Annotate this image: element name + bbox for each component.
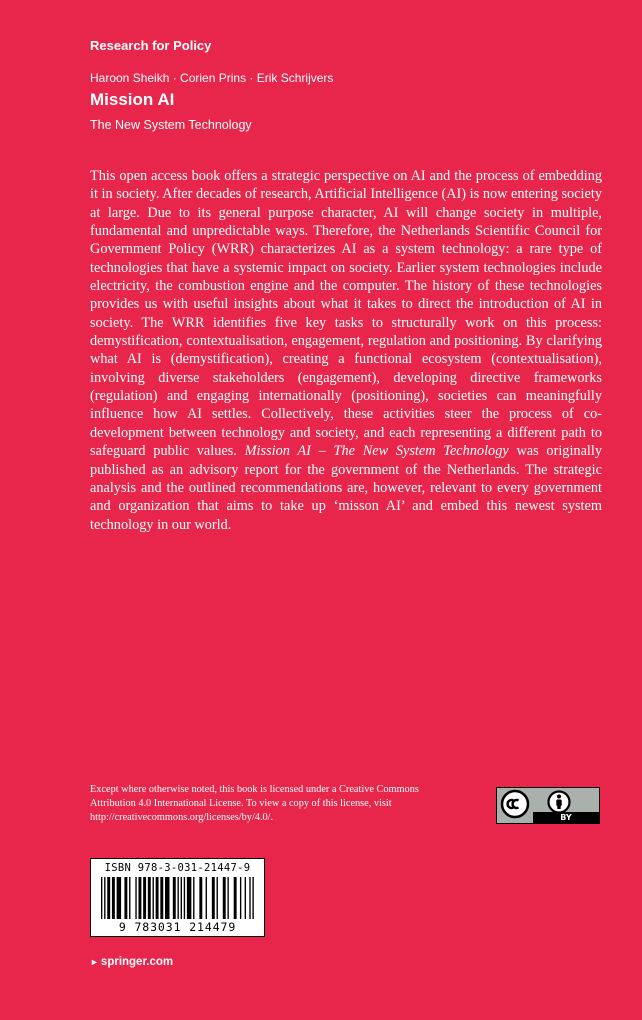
barcode-bar (156, 877, 159, 919)
by-label: BY (533, 812, 599, 823)
description-italic-title: Mission AI – The New System Technology (244, 443, 509, 460)
barcode-bar (212, 877, 215, 919)
barcode-bar (227, 877, 228, 919)
barcode-bar (249, 877, 250, 919)
barcode-bar (101, 877, 102, 919)
barcode-bar (252, 877, 253, 919)
barcode-bar (165, 877, 169, 919)
barcode-bar (181, 877, 182, 919)
barcode-bars (101, 877, 254, 919)
description-part-1: This open access book offers a strategic perspective on AI and the process of embedding it in society. After decades of research, Artificial Intelligence (AI) is now entering society at large. Due to its general purpose character, AI will change society in multiple, fundamental and unpredictable ways. Therefore, the Netherlands Scientific Council for Government Policy (WRR) characterizes AI as a system technology: a rare type of technologies that have a systemic impact on society. Earlier system technologies include electricity, the combustion engine and the computer. The history of these technologies provides us with useful insights about what it takes to direct the introduction of AI in society. The WRR identifies five key tasks to structurally work on this process: demystification, contextualisation, engagement, regulation and positioning. By clarifying what AI is (demystification), creating a functional ecosystem (contextualisation), involving diverse stakeholders (engagement), developing directive frameworks (regulation) and engaging internationally (positioning), societies can meaningfully influence how AI settles. Collectively, these activities steer the process of co-development between technology and society, and each representing a different path to safeguard public values. (90, 168, 602, 460)
barcode-bar (193, 877, 194, 919)
book-description (90, 167, 602, 534)
barcode-bar (160, 877, 163, 919)
series-name: Research for Policy (90, 38, 212, 53)
barcode-bar (112, 877, 115, 919)
isbn-label: ISBN 978-3-031-21447-9 (104, 862, 251, 874)
barcode-bar (117, 877, 121, 919)
arrow-right-icon: ► (90, 957, 99, 967)
barcode-bar (135, 877, 136, 919)
book-title: Mission AI (90, 90, 175, 109)
barcode-bar (199, 877, 202, 919)
barcode-bar (148, 877, 151, 919)
barcode-bar (143, 877, 146, 919)
barcode-bar (124, 877, 127, 919)
ean-digits: 9 783031 214479 (118, 920, 237, 934)
barcode-bar (245, 877, 246, 919)
barcode-bar (173, 877, 176, 919)
barcode-bar (178, 877, 179, 919)
cc-by-badge[interactable] (496, 787, 600, 824)
book-subtitle: The New System Technology (90, 118, 252, 132)
barcode-bar (107, 877, 110, 919)
attribution-person-icon (549, 792, 570, 813)
publisher-link[interactable] (90, 956, 173, 968)
author-list: Haroon Sheikh · Corien Prins · Erik Schrijvers (90, 71, 334, 85)
barcode-bar (138, 877, 141, 919)
barcode-bar (153, 877, 154, 919)
barcode-bar (217, 877, 218, 919)
publisher-link-label: springer.com (100, 956, 174, 968)
barcode-bar (187, 877, 191, 919)
creative-commons-icon (502, 791, 528, 817)
barcode-bar (129, 877, 130, 919)
barcode-bar (206, 877, 207, 919)
barcode-bar (234, 877, 237, 919)
barcode-block (90, 858, 265, 937)
barcode-bar (104, 877, 105, 919)
description-part-2: was originally published as an advisory report for the government of the Netherlands. The strategic analysis and the outlined recommendations are, however, relevant to every government and organization that aims to take up ‘misson AI’ and embed this newest system technology in our world. (90, 443, 603, 533)
barcode-bar (184, 877, 185, 919)
barcode-bar (240, 877, 241, 919)
barcode-bar (223, 877, 226, 919)
license-notice: Except where otherwise noted, this book is licensed under a Creative Commons Attribution 4.0 International License. To view a copy of this license, visit http://creativecommons.org/licenses/by/4.0/. (90, 784, 419, 823)
